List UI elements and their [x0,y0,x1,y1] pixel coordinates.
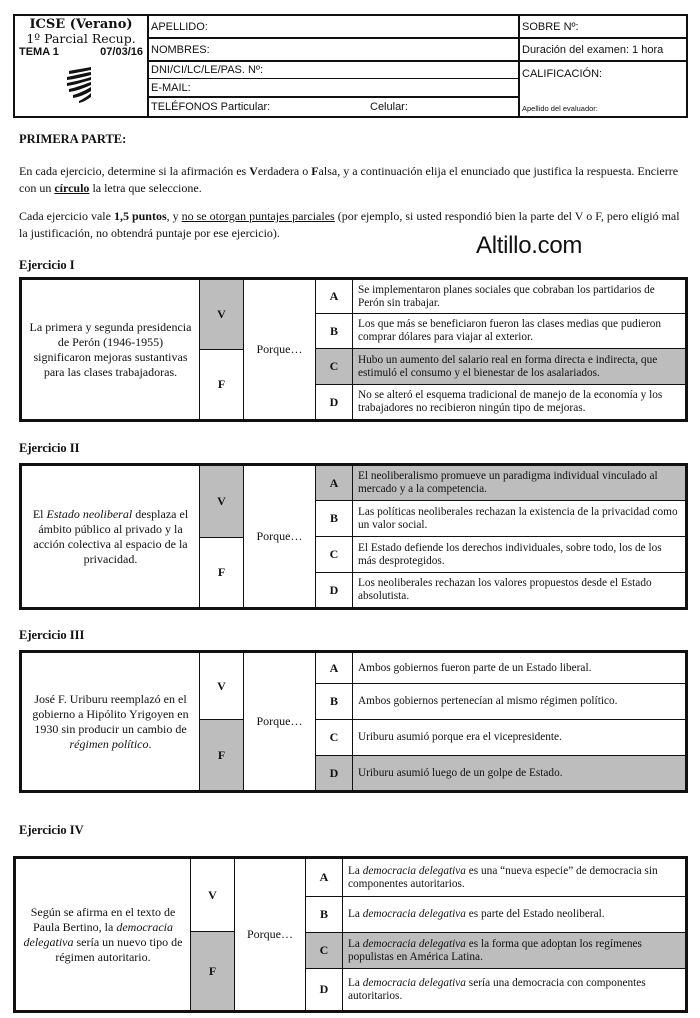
option-letter[interactable]: D [316,385,353,419]
p2-points: 1,5 puntos [113,209,167,223]
sobre-label: SOBRE Nº: [522,20,579,33]
option-text: Las políticas neoliberales rechazan la existencia de la privacidad como un valor social. [358,505,678,531]
exercise-3-option-d[interactable] [316,756,685,790]
option-letter[interactable]: A [316,653,353,683]
calificacion-field[interactable] [518,64,686,84]
exam-type: 1º Parcial Recup. [26,31,136,46]
apellido-label: APELLIDO: [151,20,208,33]
apellido-field[interactable] [147,16,518,39]
option-text: Uriburu asumió porque era el vicepresidente. [358,731,562,743]
option-text-post: es la forma que adoptan los regímenes populistas en América Latina. [348,937,642,963]
exercise-3-title: Ejercicio III [19,628,85,642]
option-text [343,933,685,968]
exercise-2-f-option[interactable]: F [200,538,244,607]
exercise-2-porque: Porque… [244,466,316,607]
statement-post: . [148,736,152,751]
option-text: El neoliberalismo promueve un paradigma individual vinculado al mercado y a la competencia. [358,470,658,495]
exercise-4-statement [16,859,191,1010]
exercise-1-v-option[interactable]: V [200,280,244,350]
exercise-4-porque: Porque… [235,859,306,1010]
evaluador-field[interactable] [518,100,686,116]
p1-text-a: En cada ejercicio, determine si la afirmación es [19,164,250,178]
option-letter[interactable]: B [316,501,353,536]
statement-italic: Estado neoliberal [46,506,133,521]
statement-italic: democracia delegativa [23,919,173,949]
p2-text-c: (por ejemplo, si usted respondió bien la parte del V o F, pero eligió mal la justificación, no obtendrá puntaje por ese ejercicio). [19,209,680,240]
p1-v: V [249,164,258,178]
exam-admin-block [518,16,686,116]
option-letter[interactable]: D [306,969,343,1010]
instructions-paragraph-2 [19,208,687,242]
option-italic-term: democracia delegativa [362,937,466,950]
documento-label: DNI/CI/LC/LE/PAS. Nº: [151,64,264,76]
statement-pre: Según se afirma en el texto de Paula Bertino, la [30,904,176,934]
exercise-2-statement [22,466,200,607]
option-letter[interactable]: A [316,280,353,313]
option-text-pre: La [348,908,363,920]
nombres-field[interactable] [147,39,518,62]
exercise-3-option-c[interactable] [316,720,685,756]
option-text: Uriburu asumió luego de un golpe de Estado. [358,766,563,779]
exercise-2-option-c[interactable] [316,537,685,573]
option-letter[interactable]: A [306,859,343,896]
option-text [343,859,685,896]
sobre-field[interactable] [518,16,686,39]
option-text-pre: La [348,937,363,950]
exercise-2-table [19,463,688,610]
exercise-1-table [19,277,688,422]
celular-label: Celular: [370,101,408,113]
tema-label: TEMA 1 [19,46,59,58]
p1-text-d: la letra que seleccione. [89,181,202,195]
p1-text-c: alsa, y a continuación elija el enunciado que justifica la respuesta. Encierre con un [19,164,679,195]
option-text-post: es una “nueva especie” de democracia sin componentes autoritarios. [348,864,658,890]
duracion-label: Duración del examen: 1 hora [522,43,664,56]
exercise-3-f-option[interactable]: F [200,720,244,790]
documento-field[interactable] [147,62,518,79]
option-letter[interactable]: C [316,720,353,755]
exercise-4-f-option[interactable]: F [191,932,235,1010]
option-text: El Estado defiende los derechos individuales, sobre todo, los de los más desprotegidos. [358,541,662,567]
option-italic-term: democracia delegativa [362,908,466,920]
p2-text-a: Cada ejercicio vale [19,209,114,223]
statement-pre: José F. Uriburu reemplazó en el gobierno a Hipólito Yrigoyen en 1930 sin producir un cambio de [32,691,189,736]
exercise-3-table [19,650,688,793]
institution-name: ICSE (Verano) [29,17,133,32]
telefonos-field[interactable] [147,98,518,116]
exercise-2-option-d[interactable] [316,573,685,607]
p1-f: F [311,164,319,178]
option-letter[interactable]: A [316,466,353,500]
option-letter[interactable]: D [316,756,353,790]
statement-italic: régimen político [69,736,149,751]
exercise-1-porque: Porque… [244,280,316,419]
exercise-3-option-b[interactable] [316,684,685,720]
option-letter[interactable]: B [316,684,353,719]
option-text-pre: La [348,864,363,877]
exercise-3-v-option[interactable]: V [200,653,244,720]
p1-circulo: círculo [54,181,90,195]
option-text: Los que más se beneficiaron fueron las clases medias que pudieron comprar dólares para viajar al exterior. [358,318,662,343]
option-text-post: sería una democracia con componentes autoritarios. [348,976,646,1002]
instructions-paragraph-1 [19,163,687,197]
telefonos-label: TELÉFONOS Particular: [151,101,271,113]
option-text: Ambos gobiernos fueron parte de un Estado liberal. [358,661,592,674]
option-italic-term: democracia delegativa [362,976,466,989]
exercise-2-v-option[interactable]: V [200,466,244,538]
option-letter[interactable]: B [306,897,343,932]
option-text-pre: La [348,976,363,989]
exercise-1-option-b[interactable] [316,314,685,349]
evaluador-label: Apellido del evaluador: [522,103,598,113]
exercise-3-porque: Porque… [244,653,316,790]
option-letter[interactable]: B [316,314,353,348]
duracion-info [518,39,686,62]
exercise-4-option-d[interactable] [306,969,685,1010]
statement-post: sería un nuevo tipo de régimen autoritario. [55,934,183,964]
option-text: No se alteró el esquema tradicional de manejo de la economía y los trabajadores no recibieron ningún tipo de mejoras. [358,389,663,414]
exercise-2-option-a[interactable] [316,466,685,501]
exercise-2-option-b[interactable] [316,501,685,537]
option-text-post: es parte del Estado neoliberal. [465,908,605,920]
exercise-3-statement [22,653,200,790]
option-letter[interactable]: D [316,573,353,607]
exercise-1-option-c[interactable] [316,349,685,385]
option-text: Ambos gobiernos pertenecían al mismo régimen político. [358,695,618,707]
statement-pre: El [32,506,47,521]
exercise-1-statement: La primera y segunda presidencia de Perón (1946-1955) significaron mejoras sustantivas para las clases trabajadoras. [22,280,200,419]
exercise-4-option-c[interactable] [306,933,685,969]
section-title: PRIMERA PARTE: [19,132,127,146]
email-field[interactable] [147,79,518,98]
exercise-2-title: Ejercicio II [19,441,80,455]
exercise-4-title: Ejercicio IV [19,823,84,837]
exercise-4-option-b[interactable] [306,897,685,933]
exercise-1-option-d[interactable] [316,385,685,419]
exercise-3-option-a[interactable] [316,653,685,684]
p2-underlined: no se otorgan puntajes parciales [181,209,335,223]
nombres-label: NOMBRES: [151,43,210,56]
exercise-1-f-option[interactable]: F [200,350,244,419]
option-text: Hubo un aumento del salario real en forma directa e indirecta, que estimuló el consumo y el bienestar de los asalariados. [358,353,658,379]
option-text [343,897,685,932]
exam-date: 07/03/16 [100,46,143,58]
p1-text-b: erdadera o [257,164,312,178]
exercise-1-title: Ejercicio I [19,258,75,272]
calificacion-label: CALIFICACIÓN: [522,68,603,80]
exercise-4-option-a[interactable] [306,859,685,897]
option-text [343,969,685,1010]
student-info-block [147,16,520,116]
institution-block [15,16,149,116]
university-logo-icon [61,65,101,105]
statement-post: desplaza el ámbito público al privado y la acción colectiva al espacio de la privacidad. [33,506,189,566]
option-text: Se implementaron planes sociales que cobraban los partidarios de Perón sin trabajar. [358,283,655,309]
exercise-4-table [13,856,688,1013]
option-letter[interactable]: C [316,349,353,384]
exercise-4-v-option[interactable]: V [191,859,235,932]
option-text: Los neoliberales rechazan los valores propuestos desde el Estado absolutista. [358,577,652,602]
email-label: E-MAIL: [151,81,191,94]
tema-date-line [15,45,147,59]
option-letter[interactable]: C [316,537,353,572]
p2-text-b: , y [166,209,182,223]
exercise-1-option-a[interactable] [316,280,685,314]
option-italic-term: democracia delegativa [362,864,466,877]
watermark: Altillo.com [476,232,583,259]
option-letter[interactable]: C [306,933,343,968]
exam-header [13,14,688,118]
